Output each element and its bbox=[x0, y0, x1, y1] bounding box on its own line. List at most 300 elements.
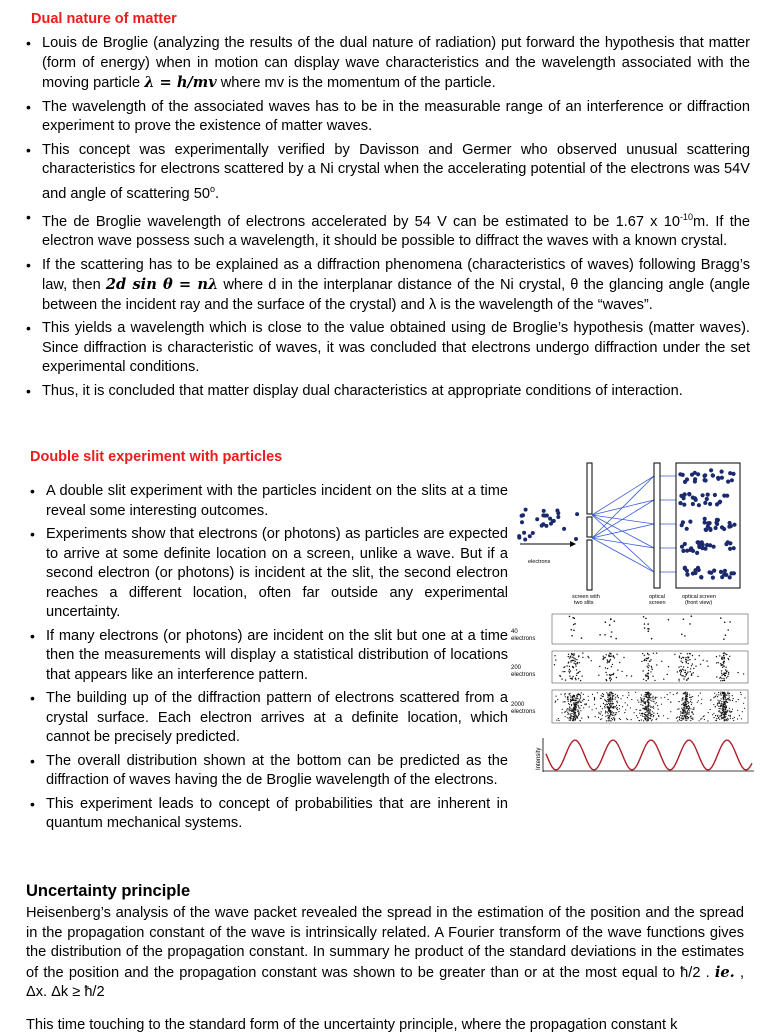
strip-dot bbox=[598, 675, 599, 676]
strip-dot bbox=[569, 669, 570, 670]
strip-dot bbox=[723, 666, 724, 667]
strip-dot bbox=[567, 717, 568, 718]
de-broglie-formula: λ = h/mv bbox=[144, 74, 217, 91]
strip-dot bbox=[717, 705, 718, 706]
strip-dot bbox=[607, 715, 608, 716]
strip-dot bbox=[568, 654, 569, 655]
strip-dot bbox=[685, 661, 686, 662]
strip-dot bbox=[651, 697, 652, 698]
strip-dot bbox=[602, 715, 603, 716]
strip-dot bbox=[721, 714, 722, 715]
strip-dot bbox=[689, 623, 691, 625]
strip-dot bbox=[725, 634, 727, 636]
strip-dot bbox=[661, 704, 662, 705]
strip-dot bbox=[569, 694, 570, 695]
strip-dot bbox=[570, 717, 571, 718]
strip-dot bbox=[588, 700, 589, 701]
strip-dot bbox=[650, 700, 651, 701]
strip-dot bbox=[692, 696, 693, 697]
strip-dot bbox=[636, 709, 637, 710]
strip-dot bbox=[631, 699, 632, 700]
strip-dot bbox=[626, 718, 627, 719]
strip-dot bbox=[608, 719, 609, 720]
strip-dot bbox=[571, 705, 572, 706]
strip-dot bbox=[646, 692, 647, 693]
strip-dot bbox=[616, 708, 617, 709]
strip-dot bbox=[607, 704, 608, 705]
strip-dot bbox=[725, 704, 726, 705]
strip-dot bbox=[578, 714, 579, 715]
strip-dot bbox=[628, 692, 629, 693]
strip-dot bbox=[668, 699, 669, 700]
strip-dot bbox=[725, 702, 726, 703]
strip-dot bbox=[716, 720, 717, 721]
strip-dot bbox=[684, 702, 685, 703]
strip-dot bbox=[614, 720, 615, 721]
strip-dot bbox=[621, 671, 622, 672]
strip-dot bbox=[606, 692, 607, 693]
strip-dot bbox=[570, 661, 571, 662]
electron-dot bbox=[543, 514, 547, 518]
strip-dot bbox=[732, 718, 733, 719]
strip-dot bbox=[600, 713, 601, 714]
electron-dot bbox=[575, 512, 579, 516]
strip-dot bbox=[613, 707, 614, 708]
list-item: • The building up of the diffraction pattern of electrons scattered from a crystal surface. Each electron arrives at a definite location, which cannot be precisely predicted. bbox=[30, 689, 508, 748]
strip-dot bbox=[682, 699, 683, 700]
strip-dot bbox=[681, 634, 683, 636]
strip-dot bbox=[643, 720, 644, 721]
fringe-dot bbox=[685, 477, 689, 481]
strip-dot bbox=[573, 719, 574, 720]
strip-dot bbox=[647, 666, 648, 667]
strip-dot bbox=[594, 699, 595, 700]
strip-dot bbox=[724, 711, 725, 712]
strip-dot bbox=[644, 701, 645, 702]
strip-dot bbox=[573, 718, 574, 719]
strip-dot bbox=[678, 680, 679, 681]
strip-dot bbox=[616, 654, 617, 655]
strip-dot bbox=[652, 714, 653, 715]
strip-dot bbox=[579, 671, 580, 672]
fringe-dot bbox=[726, 480, 730, 484]
section-title-dual-nature: Dual nature of matter bbox=[31, 11, 177, 27]
strip-dot bbox=[732, 700, 733, 701]
strip-dot bbox=[648, 702, 649, 703]
strip-dot bbox=[649, 705, 650, 706]
strip-dot bbox=[575, 665, 576, 666]
strip-dot bbox=[600, 706, 601, 707]
fringe-dot bbox=[720, 525, 724, 529]
strip-dot bbox=[607, 661, 608, 662]
strip-dot bbox=[691, 665, 692, 666]
strip-dot bbox=[609, 692, 610, 693]
fringe-dot bbox=[697, 543, 701, 547]
strip-dot bbox=[615, 714, 616, 715]
fringe-dot bbox=[712, 569, 716, 573]
fringe-dot bbox=[707, 570, 711, 574]
strip-dot bbox=[599, 666, 600, 667]
strip-dot bbox=[606, 701, 607, 702]
strip-dot bbox=[635, 692, 636, 693]
strip-dot bbox=[614, 657, 615, 658]
strip-dot bbox=[648, 677, 649, 678]
strip-dot bbox=[612, 711, 613, 712]
strip-dot bbox=[646, 680, 647, 681]
strip-dot bbox=[715, 696, 716, 697]
strip-dot bbox=[685, 716, 686, 717]
strip-dot bbox=[573, 654, 574, 655]
strip-dot bbox=[607, 712, 608, 713]
strip-dot bbox=[699, 655, 700, 656]
strip-dot bbox=[586, 704, 587, 705]
strip-dot bbox=[578, 672, 579, 673]
electron-dot bbox=[556, 511, 560, 515]
strip-dot bbox=[719, 655, 720, 656]
strip-dot bbox=[727, 629, 729, 631]
front-label-2: (front view) bbox=[685, 600, 713, 606]
strip-dot bbox=[625, 702, 626, 703]
strip-dot bbox=[566, 709, 567, 710]
strip-dot bbox=[670, 701, 671, 702]
strip-dot bbox=[684, 704, 685, 705]
strip-dot bbox=[568, 662, 569, 663]
strip-dot bbox=[572, 700, 573, 701]
fringe-dot bbox=[723, 569, 727, 573]
list-item: • If the scattering has to be explained as a diffraction phenomena (characteristics of waves) following Bragg’s law, then 2d sin θ = nλ where d in the interplanar distance of the Ni crystal, θ the glancing angle (angle between the incident ray and the surface of the crystal) and λ is the wavelength of the “waves”. bbox=[26, 256, 750, 316]
strip-dot bbox=[651, 701, 652, 702]
strip-dot bbox=[724, 720, 725, 721]
strip-dot bbox=[722, 718, 723, 719]
strip-200-electrons bbox=[552, 651, 748, 683]
strip-dot bbox=[624, 712, 625, 713]
strip-dot bbox=[726, 654, 727, 655]
strip-dot bbox=[607, 693, 608, 694]
strip-dot bbox=[608, 715, 609, 716]
fringe-dot bbox=[713, 493, 717, 497]
strip-dot bbox=[707, 666, 708, 667]
strip-dot bbox=[725, 693, 726, 694]
strip-dot bbox=[570, 670, 571, 671]
strip-dot bbox=[570, 713, 571, 714]
strip-dot bbox=[608, 703, 609, 704]
fringe-dot bbox=[714, 526, 718, 530]
strip-dot bbox=[645, 709, 646, 710]
strip-dot bbox=[573, 699, 574, 700]
strip-dot bbox=[647, 711, 648, 712]
strip-dot bbox=[723, 698, 724, 699]
strip-dot bbox=[637, 717, 638, 718]
strip-dot bbox=[568, 699, 569, 700]
strip-dot bbox=[703, 660, 704, 661]
electron-dot bbox=[520, 520, 524, 524]
row2-count: 200 bbox=[511, 665, 522, 671]
strip-dot bbox=[636, 715, 637, 716]
strip-dot bbox=[687, 694, 688, 695]
strip-dot bbox=[685, 718, 686, 719]
strip-dot bbox=[688, 702, 689, 703]
strip-dot bbox=[734, 717, 735, 718]
strip-dot bbox=[656, 702, 657, 703]
strip-dot bbox=[713, 713, 714, 714]
screen-label-1: screen with bbox=[572, 594, 600, 600]
strip-dot bbox=[616, 705, 617, 706]
strip-dot bbox=[639, 710, 640, 711]
strip-dot bbox=[599, 634, 601, 636]
strip-dot bbox=[609, 624, 611, 626]
strip-dot bbox=[567, 714, 568, 715]
strip-dot bbox=[577, 711, 578, 712]
strip-dot bbox=[576, 669, 577, 670]
fringe-dot bbox=[691, 502, 695, 506]
strip-dot bbox=[690, 716, 691, 717]
strip-dot bbox=[646, 697, 647, 698]
strip-dot bbox=[717, 700, 718, 701]
list-item: • A double slit experiment with the particles incident on the slits at a time reveal some interesting outcomes. bbox=[30, 482, 508, 521]
electron-source-dots bbox=[517, 508, 579, 542]
strip-dot bbox=[616, 701, 617, 702]
strip-dot bbox=[570, 708, 571, 709]
strip-dot bbox=[722, 708, 723, 709]
strip-dot bbox=[602, 708, 603, 709]
strip-dot bbox=[575, 714, 576, 715]
strip-dot bbox=[729, 708, 730, 709]
fringe-dot bbox=[687, 492, 691, 496]
strip-dot bbox=[601, 698, 602, 699]
strip-dot bbox=[646, 694, 647, 695]
strip-dot bbox=[744, 708, 745, 709]
strip-dot bbox=[653, 715, 654, 716]
strip-dot bbox=[646, 715, 647, 716]
strip-dot bbox=[641, 694, 642, 695]
strip-dot bbox=[576, 695, 577, 696]
fringe-dot bbox=[703, 547, 707, 551]
strip-dot bbox=[616, 677, 617, 678]
strip-dot bbox=[716, 694, 717, 695]
strip-dot bbox=[564, 712, 565, 713]
strip-dot bbox=[611, 712, 612, 713]
strip-dot bbox=[680, 653, 681, 654]
strip-dot bbox=[573, 702, 574, 703]
strip-dot bbox=[653, 701, 654, 702]
strip-dot bbox=[688, 703, 689, 704]
strip-dot bbox=[612, 693, 613, 694]
strip-dot bbox=[571, 710, 572, 711]
fringe-dot bbox=[719, 570, 723, 574]
strip-dot bbox=[644, 655, 645, 656]
strip-dot bbox=[730, 715, 731, 716]
strip-dot bbox=[652, 669, 653, 670]
strip-dot bbox=[677, 709, 678, 710]
strip-dot bbox=[574, 709, 575, 710]
strip-dot bbox=[725, 667, 726, 668]
strip-dot bbox=[646, 707, 647, 708]
strip-dot bbox=[721, 673, 722, 674]
strip-dot bbox=[569, 709, 570, 710]
strip-dot bbox=[648, 704, 649, 705]
strip-dot bbox=[721, 678, 722, 679]
strip-dot bbox=[720, 715, 721, 716]
strip-dot bbox=[656, 697, 657, 698]
strip-dot bbox=[685, 694, 686, 695]
strip-dot bbox=[606, 674, 607, 675]
strip-dot bbox=[721, 717, 722, 718]
strip-dot bbox=[609, 695, 610, 696]
strip-dot bbox=[644, 696, 645, 697]
strip-dot bbox=[720, 663, 721, 664]
strip-dot bbox=[704, 715, 705, 716]
strip-dot bbox=[602, 693, 603, 694]
strip-dot bbox=[609, 698, 610, 699]
strip-dot bbox=[577, 698, 578, 699]
strip-dot bbox=[651, 666, 652, 667]
arrow-head-icon bbox=[570, 541, 576, 547]
strip-dot bbox=[610, 653, 611, 654]
strip-dot bbox=[686, 673, 687, 674]
strip-dot bbox=[683, 666, 684, 667]
strip-dot bbox=[679, 701, 680, 702]
strip-dot bbox=[680, 674, 681, 675]
strip-dot bbox=[569, 710, 570, 711]
strip-dot bbox=[717, 715, 718, 716]
strip-dot bbox=[691, 704, 692, 705]
strip-dot bbox=[690, 720, 691, 721]
fringe-dot bbox=[720, 575, 724, 579]
strip-dot bbox=[572, 676, 573, 677]
strip-dot bbox=[680, 713, 681, 714]
diffraction-rays bbox=[592, 476, 678, 572]
strip-dot bbox=[725, 699, 726, 700]
strip-dot bbox=[581, 637, 583, 639]
strip-dot bbox=[654, 680, 655, 681]
strip-dot bbox=[569, 720, 570, 721]
strip-dot bbox=[570, 656, 571, 657]
strip-dot bbox=[712, 714, 713, 715]
strip-dot bbox=[684, 635, 686, 637]
strip-dot bbox=[652, 697, 653, 698]
strip-dot bbox=[683, 669, 684, 670]
strip-dot bbox=[651, 720, 652, 721]
strip-dot bbox=[741, 718, 742, 719]
strip-dot bbox=[570, 697, 571, 698]
fringe-dot bbox=[683, 493, 687, 497]
strip-dot bbox=[612, 697, 613, 698]
strip-dot bbox=[588, 657, 589, 658]
strip-dot bbox=[571, 678, 572, 679]
strip-dot bbox=[644, 623, 646, 625]
strip-dot bbox=[733, 720, 734, 721]
strip-dot bbox=[576, 659, 577, 660]
fringe-dot bbox=[706, 493, 710, 497]
strip-dot bbox=[727, 692, 728, 693]
strip-dot bbox=[725, 720, 726, 721]
strip-dot bbox=[732, 709, 733, 710]
strip-dot bbox=[724, 703, 725, 704]
strip-dot bbox=[686, 714, 687, 715]
strip-dot bbox=[687, 718, 688, 719]
strip-dot bbox=[652, 711, 653, 712]
strip-dot bbox=[604, 657, 605, 658]
strip-dot bbox=[657, 705, 658, 706]
strip-dot bbox=[700, 664, 701, 665]
strip-dot bbox=[720, 677, 721, 678]
strip-dot bbox=[568, 718, 569, 719]
strip-dot bbox=[587, 656, 588, 657]
strip-dot bbox=[569, 672, 570, 673]
strip-dot bbox=[727, 718, 728, 719]
strip-dot bbox=[649, 699, 650, 700]
strip-dot bbox=[699, 720, 700, 721]
strip-dot bbox=[564, 671, 565, 672]
strip-dot bbox=[559, 675, 560, 676]
strip-dot bbox=[573, 630, 575, 632]
strip-dot bbox=[683, 718, 684, 719]
fringe-dot bbox=[693, 571, 697, 575]
strip-dot bbox=[717, 703, 718, 704]
strip-dot bbox=[687, 692, 688, 693]
strip-dot bbox=[611, 692, 612, 693]
strip-dot bbox=[716, 662, 717, 663]
strip-dot bbox=[688, 663, 689, 664]
strip-dot bbox=[557, 699, 558, 700]
strip-dot bbox=[613, 717, 614, 718]
bragg-formula: 2d sin θ = nλ bbox=[105, 276, 219, 294]
strip-dot bbox=[599, 713, 600, 714]
strip-dot bbox=[634, 712, 635, 713]
strip-dot bbox=[575, 698, 576, 699]
strip-dot bbox=[646, 711, 647, 712]
strip-dot bbox=[615, 638, 617, 640]
strip-dot bbox=[685, 712, 686, 713]
strip-dot bbox=[729, 621, 731, 623]
strip-dot bbox=[687, 660, 688, 661]
strip-dot bbox=[686, 680, 687, 681]
strip-dot bbox=[555, 659, 556, 660]
strip-dot bbox=[677, 671, 678, 672]
strip-dot bbox=[692, 718, 693, 719]
strip-dot bbox=[724, 680, 725, 681]
strip-dot bbox=[687, 698, 688, 699]
strip-dot bbox=[685, 701, 686, 702]
strip-dot bbox=[718, 703, 719, 704]
strip-dot bbox=[684, 708, 685, 709]
strip-dot bbox=[608, 654, 609, 655]
strip-dot bbox=[648, 692, 649, 693]
fringe-dot bbox=[704, 478, 708, 482]
strip-dot bbox=[668, 619, 670, 621]
strip-dot bbox=[626, 675, 627, 676]
strip-dot bbox=[641, 700, 642, 701]
ray-line bbox=[592, 500, 654, 538]
strip-dot bbox=[610, 636, 612, 638]
strip-dot bbox=[582, 657, 583, 658]
strip-dot bbox=[678, 679, 679, 680]
strip-dot bbox=[726, 677, 727, 678]
strip-dot bbox=[573, 714, 574, 715]
strip-dot bbox=[686, 704, 687, 705]
strip-dot bbox=[569, 616, 571, 618]
strip-dot bbox=[730, 716, 731, 717]
strip-dot bbox=[693, 714, 694, 715]
strip-dot bbox=[682, 697, 683, 698]
strip-dot bbox=[610, 701, 611, 702]
strip-dot bbox=[718, 706, 719, 707]
strip-dot bbox=[641, 702, 642, 703]
front-label-1: optical screen bbox=[682, 594, 716, 600]
strip-dot bbox=[678, 708, 679, 709]
strip-dot bbox=[723, 638, 725, 640]
strip-dot bbox=[677, 720, 678, 721]
